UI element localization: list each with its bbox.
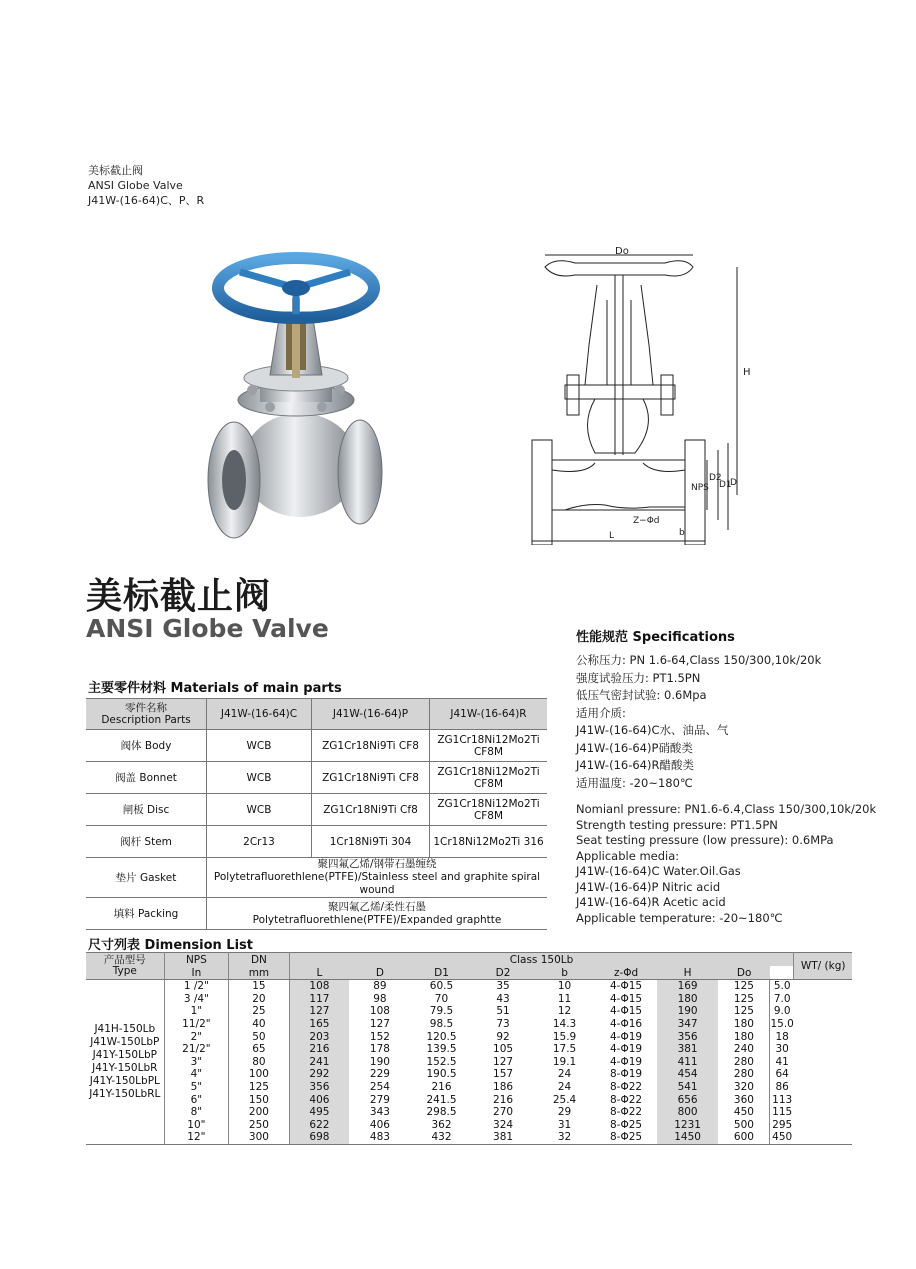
header-h: H: [657, 966, 719, 980]
material-p: ZG1Cr18Ni9Ti CF8: [312, 762, 430, 794]
material-r: ZG1Cr18Ni12Mo2Ti CF8M: [430, 762, 548, 794]
cell-d2: 51: [496, 1005, 510, 1018]
cell-z: 4-Φ15: [610, 1005, 643, 1018]
cell-h: 454: [657, 1068, 719, 1081]
material-c: WCB: [207, 762, 312, 794]
cell-wt: 9.0: [770, 1005, 794, 1018]
type-name: J41H-150Lb: [94, 1022, 156, 1035]
spec-line: 适用温度: -20~180℃: [576, 775, 693, 790]
header-wt: WT/ (kg): [794, 953, 852, 980]
gasket-line-cn: 聚四氟乙烯/钢带石墨缠绕: [317, 858, 437, 870]
cell-d2: 270: [493, 1106, 514, 1119]
cell-nps: 1": [164, 1005, 229, 1018]
label-nps: NPS: [691, 483, 709, 493]
header-z: z-Φd: [595, 966, 657, 980]
cell-z: 4-Φ19: [610, 1055, 643, 1068]
cell-do: 450: [733, 1106, 754, 1119]
materials-table: [86, 698, 547, 930]
cell-z: 8-Φ25: [595, 1131, 657, 1144]
cell-h: 656: [657, 1093, 719, 1106]
spec-line: J41W-(16-64)P硝酸类: [576, 740, 693, 755]
cell-dn: 40: [229, 1018, 290, 1031]
packing-line-cn: 聚四氟乙烯/柔性石墨: [327, 900, 427, 913]
header-line-2: ANSI Globe Valve: [88, 179, 183, 192]
cell-dn: 100: [229, 1068, 290, 1081]
cell-dn: 250: [229, 1119, 290, 1132]
cell-l: 698: [289, 1131, 349, 1144]
table-row: [86, 980, 852, 993]
cell-wt: 113: [770, 1093, 794, 1106]
materials-row-gasket: [86, 858, 547, 898]
cell-d2: 43: [496, 992, 510, 1005]
cell-d1: 216: [431, 1081, 452, 1094]
label-d1: D1: [719, 480, 732, 490]
table-row: [86, 1056, 852, 1069]
cell-nps: 4": [164, 1068, 229, 1081]
header-part-cn: 零件名称: [125, 702, 167, 714]
cell-b: 15.9: [552, 1030, 577, 1043]
type-name: J41Y-150LbP: [92, 1048, 157, 1061]
cell-wt: 7.0: [770, 993, 794, 1006]
header-class: Class 150Lb: [289, 953, 794, 967]
cell-b: 31: [557, 1118, 572, 1131]
cell-do: 240: [733, 1043, 754, 1056]
cell-l: 406: [289, 1093, 349, 1106]
cell-d: 483: [349, 1131, 410, 1144]
cell-dn: 50: [229, 1030, 290, 1043]
cell-b: 17.5: [552, 1043, 577, 1056]
cell-h: 541: [657, 1081, 719, 1094]
type-name: J41Y-150LbPL: [89, 1074, 160, 1087]
cell-wt: 295: [770, 1119, 794, 1132]
table-row: [86, 1093, 852, 1106]
cell-d1: 362: [431, 1118, 452, 1131]
cell-d2: 105: [493, 1043, 514, 1056]
cell-d1: 190.5: [426, 1068, 457, 1081]
cell-dn: 65: [229, 1043, 290, 1056]
cell-d1: 70: [434, 992, 449, 1005]
cell-h: 169: [657, 980, 719, 993]
table-row: [86, 1106, 852, 1119]
material-c: WCB: [207, 730, 312, 762]
cell-d: 89: [373, 980, 387, 993]
cell-z: 8-Φ22: [610, 1093, 643, 1106]
label-do: Do: [615, 246, 629, 257]
part-name: 填料 Packing: [86, 898, 207, 930]
dimension-table: [86, 952, 852, 1145]
specs-heading: 性能规范 Specifications: [576, 630, 735, 645]
type-name: J41W-150LbP: [90, 1035, 160, 1048]
spec-line: 公称压力: PN 1.6-64,Class 150/300,10k/20k: [576, 653, 822, 667]
cell-d: 279: [369, 1093, 390, 1106]
header-line-3: J41W-(16-64)C、P、R: [88, 194, 205, 207]
cell-dn: 125: [229, 1081, 290, 1094]
materials-row: [86, 762, 547, 794]
materials-row: [86, 730, 547, 762]
catalog-header: [88, 163, 204, 208]
cell-l: 117: [289, 993, 349, 1006]
cell-d: 229: [369, 1068, 390, 1081]
materials-heading: 主要零件材料 Materials of main parts: [88, 681, 342, 696]
header-d1: D1: [411, 966, 473, 980]
cell-d: 178: [369, 1043, 390, 1056]
cell-do: 180: [733, 1030, 754, 1043]
cell-do: 500: [733, 1118, 754, 1131]
cell-d1: 241.5: [426, 1093, 457, 1106]
cell-h: 180: [657, 993, 719, 1006]
specs-english: [576, 802, 876, 926]
cell-nps: 6": [164, 1093, 229, 1106]
materials-row-packing: [86, 898, 547, 930]
table-row: [86, 1043, 852, 1056]
material-r: ZG1Cr18Ni12Mo2Ti CF8M: [430, 794, 548, 826]
material-p: ZG1Cr18Ni9Ti CF8: [312, 730, 430, 762]
cell-dn: 200: [229, 1106, 290, 1119]
cell-d: 108: [369, 1005, 390, 1018]
cell-h: 1450: [657, 1131, 719, 1144]
cell-d: 254: [369, 1081, 390, 1094]
cell-z: 4-Φ15: [610, 980, 643, 993]
cell-h: 356: [657, 1030, 719, 1043]
header-type-en: Type: [112, 965, 137, 977]
material-r: ZG1Cr18Ni12Mo2Ti CF8M: [430, 730, 548, 762]
cell-d: 152: [369, 1030, 390, 1043]
cell-h: 1231: [657, 1119, 719, 1132]
cell-d1: 120.5: [426, 1030, 457, 1043]
table-row: [86, 1119, 852, 1132]
cell-d2: 216: [493, 1093, 514, 1106]
header-nps: NPS: [164, 953, 229, 967]
label-b: b: [679, 528, 685, 538]
gasket-line-en: Polytetrafluorethlene(PTFE)/Stainless steel and graphite spiral wound: [213, 871, 541, 896]
cell-d1: 139.5: [426, 1043, 457, 1056]
spec-line: J41W-(16-64)R Acetic acid: [576, 895, 726, 909]
label-d: D: [730, 478, 737, 488]
cell-d1: 98.5: [429, 1018, 454, 1031]
spec-line: Strength testing pressure: PT1.5PN: [576, 817, 778, 832]
table-row: [86, 1018, 852, 1031]
cell-d: 127: [369, 1018, 390, 1031]
cell-wt: 450: [770, 1131, 794, 1144]
material-p: 1Cr18Ni9Ti 304: [312, 826, 430, 858]
spec-line: J41W-(16-64)P Nitric acid: [576, 879, 721, 894]
cell-d1: 60.5: [429, 980, 454, 993]
cell-nps: 1 /2": [164, 980, 229, 993]
cell-nps: 5": [164, 1081, 229, 1094]
packing-line-en: Polytetrafluorethlene(PTFE)/Expanded graphtte: [252, 913, 502, 926]
spec-line: Applicable media:: [576, 848, 680, 863]
cell-wt: 15.0: [770, 1018, 794, 1031]
cell-b: 29: [557, 1106, 572, 1119]
cell-d2: 324: [493, 1118, 514, 1131]
cell-l: 292: [289, 1068, 349, 1081]
header-type: [86, 953, 164, 980]
cell-d2: 35: [496, 980, 510, 993]
valve-section-drawing: [525, 245, 760, 545]
cell-b: 12: [557, 1005, 572, 1018]
type-name: J41Y-150LbR: [92, 1061, 158, 1074]
cell-d2: 127: [493, 1055, 514, 1068]
cell-wt: 115: [770, 1106, 794, 1119]
table-row: [86, 1131, 852, 1144]
cell-l: 108: [289, 980, 349, 993]
cell-dn: 150: [229, 1093, 290, 1106]
cell-b: 10: [557, 980, 572, 993]
title-english: ANSI Globe Valve: [86, 614, 329, 643]
specs-chinese: [576, 652, 821, 792]
cell-do: 280: [733, 1055, 754, 1068]
cell-d2: 381: [472, 1131, 533, 1144]
cell-d2: 186: [493, 1081, 514, 1094]
cell-d2: 157: [493, 1068, 514, 1081]
cell-do: 360: [733, 1093, 754, 1106]
header-c: J41W-(16-64)C: [207, 699, 312, 730]
part-name: 阀杆 Stem: [86, 826, 207, 858]
packing-material: [207, 898, 548, 930]
cell-wt: 18: [770, 1030, 794, 1043]
cell-z: 8-Φ25: [610, 1118, 643, 1131]
table-row: [86, 1068, 852, 1081]
cell-wt: 5.0: [770, 980, 794, 993]
cell-h: 190: [657, 1005, 719, 1018]
spec-line: J41W-(16-64)C Water.Oil.Gas: [576, 864, 741, 878]
cell-dn: 20: [229, 993, 290, 1006]
cell-z: 4-Φ15: [610, 992, 643, 1005]
cell-wt: 41: [770, 1056, 794, 1069]
part-name: 垫片 Gasket: [86, 858, 207, 898]
material-c: 2Cr13: [207, 826, 312, 858]
cell-d2: 92: [496, 1030, 510, 1043]
cell-h: 381: [657, 1043, 719, 1056]
cell-nps: 21/2": [164, 1043, 229, 1056]
cell-wt: 86: [770, 1081, 794, 1094]
cell-d2: 73: [496, 1018, 510, 1031]
label-z-phi: Z−Φd: [633, 516, 660, 526]
valve-photo: [200, 250, 400, 545]
header-type-cn: 产品型号: [103, 954, 146, 966]
cell-l: 216: [289, 1043, 349, 1056]
table-row: [86, 1030, 852, 1043]
cell-do: 320: [733, 1081, 754, 1094]
cell-do: 125: [733, 992, 754, 1005]
cell-nps: 3 /4": [164, 993, 229, 1006]
cell-nps: 3": [164, 1056, 229, 1069]
header-dn: DN: [229, 953, 290, 967]
materials-row: [86, 794, 547, 826]
header-do: Do: [718, 966, 770, 980]
cell-nps: 10": [164, 1119, 229, 1132]
cell-z: 8-Φ22: [610, 1106, 643, 1119]
spec-line: J41W-(16-64)R醋酸类: [576, 758, 694, 772]
part-name: 阀体 Body: [86, 730, 207, 762]
cell-h: 411: [657, 1056, 719, 1069]
title-chinese: 美标截止阀: [86, 576, 272, 617]
spec-line: J41W-(16-64)C水、油品、气: [576, 723, 729, 737]
cell-nps: 8": [164, 1106, 229, 1119]
cell-b: 24: [557, 1068, 572, 1081]
cell-b: 32: [534, 1131, 596, 1144]
cell-l: 356: [289, 1081, 349, 1094]
cell-d1: 432: [411, 1131, 473, 1144]
cell-h: 800: [657, 1106, 719, 1119]
header-part: [86, 699, 207, 730]
cell-dn: 15: [229, 980, 290, 993]
spec-line: 适用介质:: [576, 705, 626, 720]
cell-nps: 2": [164, 1030, 229, 1043]
material-r: 1Cr18Ni12Mo2Ti 316: [430, 826, 548, 858]
label-h: H: [743, 367, 751, 378]
cell-b: 24: [557, 1081, 572, 1094]
material-c: WCB: [207, 794, 312, 826]
cell-z: 4-Φ19: [610, 1030, 643, 1043]
label-d2: D2: [709, 473, 722, 483]
type-name: J41Y-150LbRL: [89, 1087, 161, 1100]
spec-line: Nomianl pressure: PN1.6-6.4,Class 150/300,10k/20k: [576, 802, 877, 816]
cell-z: 8-Φ19: [610, 1068, 643, 1081]
label-l: L: [609, 531, 615, 541]
spec-line: 强度试验压力: PT1.5PN: [576, 670, 701, 685]
cell-l: 622: [289, 1119, 349, 1132]
cell-nps: 11/2": [164, 1018, 229, 1031]
material-p: ZG1Cr18Ni9Ti Cf8: [312, 794, 430, 826]
type-cell: [86, 980, 164, 1145]
cell-h: 347: [657, 1018, 719, 1031]
cell-d: 98: [373, 992, 387, 1005]
cell-dn: 25: [229, 1005, 290, 1018]
cell-wt: 30: [770, 1043, 794, 1056]
part-name: 闸板 Disc: [86, 794, 207, 826]
header-dn-unit: mm: [229, 966, 290, 980]
materials-header-row: [86, 699, 547, 730]
cell-dn: 80: [229, 1056, 290, 1069]
cell-l: 127: [289, 1005, 349, 1018]
table-row: [86, 1081, 852, 1094]
header-p: J41W-(16-64)P: [312, 699, 430, 730]
cell-z: 8-Φ22: [610, 1081, 643, 1094]
table-row: [86, 1005, 852, 1018]
cell-nps: 12": [164, 1131, 229, 1144]
cell-wt: 64: [770, 1068, 794, 1081]
header-r: J41W-(16-64)R: [430, 699, 548, 730]
cell-b: 14.3: [552, 1018, 577, 1031]
header-d2: D2: [472, 966, 533, 980]
cell-d1: 298.5: [426, 1106, 457, 1119]
cell-do: 600: [718, 1131, 770, 1144]
cell-b: 25.4: [552, 1093, 577, 1106]
header-part-en: Description Parts: [101, 714, 191, 726]
gasket-material: [207, 858, 548, 898]
cell-d: 343: [369, 1106, 390, 1119]
cell-do: 125: [733, 980, 754, 993]
cell-z: 4-Φ16: [610, 1018, 643, 1031]
cell-d: 190: [369, 1055, 390, 1068]
cell-b: 19.1: [552, 1055, 577, 1068]
dimension-heading: 尺寸列表 Dimension List: [88, 938, 253, 953]
cell-d1: 79.5: [429, 1005, 454, 1018]
header-d: D: [349, 966, 410, 980]
header-nps-unit: In: [164, 966, 229, 980]
cell-do: 180: [733, 1018, 754, 1031]
cell-dn: 300: [229, 1131, 290, 1144]
table-row: [86, 993, 852, 1006]
cell-d: 406: [369, 1118, 390, 1131]
cell-do: 125: [733, 1005, 754, 1018]
cell-l: 241: [289, 1056, 349, 1069]
header-l: L: [289, 966, 349, 980]
spec-line: 低压气密封试验: 0.6Mpa: [576, 688, 707, 702]
cell-z: 4-Φ19: [610, 1043, 643, 1056]
cell-l: 495: [289, 1106, 349, 1119]
header-b: b: [534, 966, 596, 980]
header-line-1: 美标截止阀: [88, 164, 143, 177]
cell-l: 165: [289, 1018, 349, 1031]
materials-row: [86, 826, 547, 858]
spec-line: Applicable temperature: -20~180℃: [576, 910, 783, 925]
cell-b: 11: [557, 992, 572, 1005]
part-name: 阀盖 Bonnet: [86, 762, 207, 794]
spec-line: Seat testing pressure (low pressure): 0.6MPa: [576, 833, 834, 847]
cell-d1: 152.5: [426, 1055, 457, 1068]
cell-do: 280: [733, 1068, 754, 1081]
cell-l: 203: [289, 1030, 349, 1043]
